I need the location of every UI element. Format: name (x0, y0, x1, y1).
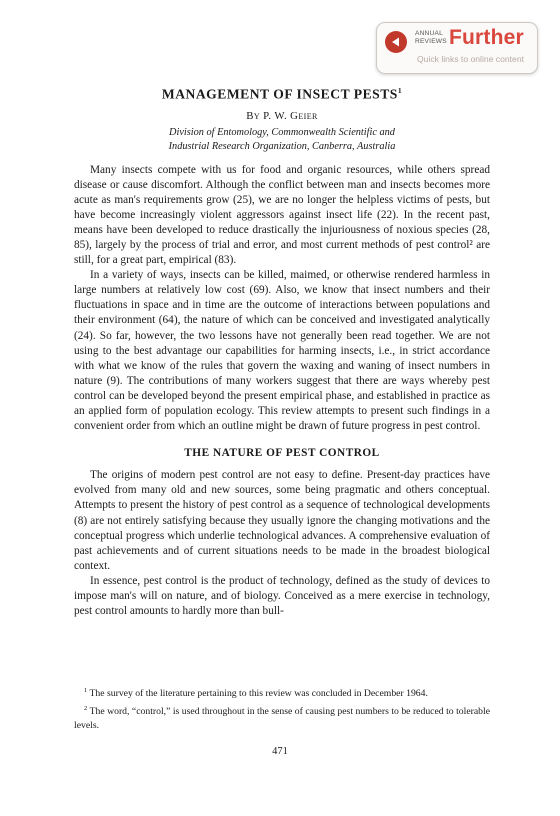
affiliation-line-2: Industrial Research Organization, Canberra, Australia (168, 140, 396, 152)
footnote-text: The word, “control,” is used throughout in the sense of causing pest numbers to be reduced to tolerable levels. (74, 706, 490, 731)
quick-links-label[interactable]: Quick links to online content (417, 54, 525, 64)
author-affiliation (74, 126, 490, 154)
article-author: By P. W. Geier (246, 109, 318, 122)
body-paragraph: In a variety of ways, insects can be killed, maimed, or otherwise rendered harmless in large numbers at relatively low cost (69). Also, we know that insect numbers and their fluctuations in space and in time are the outcome of interactions between populations and their environment (64), the nature of which can be conceived and investigated analytically (24). So far, however, the two lessons have not generally been read together. We are not using to the best advantage our capabilities for harming insects, i.e., in strict accordance with what we know of the rules that govern the waxing and waning of insect numbers in nature (9). The contributions of many workers suggest that there are ways whereby pest control can be developed beyond the present empirical phase, and established in practice as an applied form of population ecology. This review attempts to present such findings in a convenient order from which an outline might be drawn of future progress in pest control. (74, 269, 490, 433)
footnote-2 (74, 702, 490, 732)
further-quick-links-banner[interactable] (376, 22, 538, 74)
body-paragraph: Many insects compete with us for food and organic resources, while others spread disease or cause discomfort. Although the conflict between man and insects becomes more acute as man's requirements grow (25), we are no longer the helpless victims of pests, but have become increasingly violent aggressors against insect life (22). In the recent past, means have been developed to reduce drastically the injuriousness of noxious species (28, 85), largely by the process of trial and error, and most current methods of pest control² are still, for a great part, empirical (83). (74, 163, 490, 267)
title-footnote-mark[interactable]: 1 (397, 86, 403, 95)
page-number: 471 (272, 746, 288, 757)
footnote-mark: 1 (84, 687, 88, 694)
article-body (74, 86, 490, 619)
footnote-1 (74, 684, 490, 700)
annual-reviews-label: ANNUAL REVIEWS (415, 30, 447, 45)
affiliation-line-1: Division of Entomology, Commonwealth Scientific and (169, 126, 395, 138)
footnotes (74, 684, 490, 732)
further-label: Further (449, 26, 524, 49)
body-paragraph: In essence, pest control is the product of technology, defined as the study of devices to impose man's will on nature, and of biology. Conceived as a mere exercise in technology, pest control amounts to hardly more than bull- (74, 574, 490, 618)
article-title-text: MANAGEMENT OF INSECT PESTS (161, 86, 398, 102)
article-title (74, 86, 490, 103)
section-heading: THE NATURE OF PEST CONTROL (184, 447, 380, 460)
annual-reviews-logo-icon (385, 31, 407, 53)
body-paragraph: The origins of modern pest control are not easy to define. Present-day practices have evolved from many old and new sources, some being pragmatic and others conceptual. Attempts to present the history of pest control as a sequence of technological developments (8) are not entirely satisfying because they usually ignore the changing motivations and the conceptual progress which underlie technological advances. A comprehensive evaluation of past achievements and of current situations needs to be made in the broadest biological context. (74, 469, 490, 572)
footnote-mark: 2 (84, 705, 88, 713)
footnote-text: The survey of the literature pertaining to this review was concluded in December 1964. (89, 688, 428, 700)
